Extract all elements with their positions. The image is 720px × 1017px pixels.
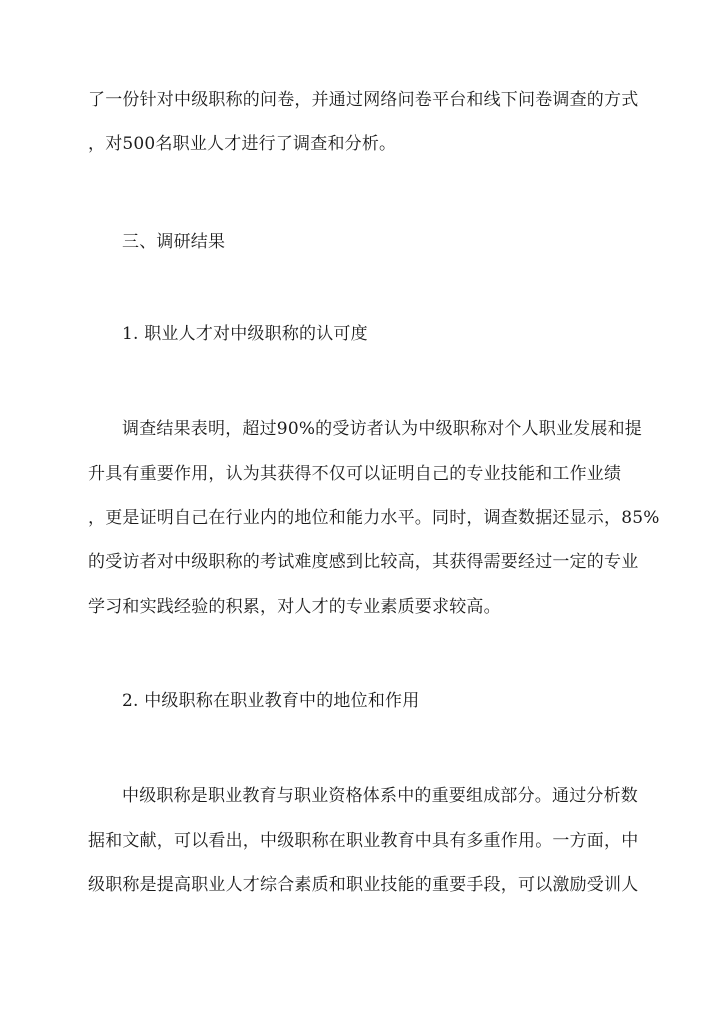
subsection-heading: 2. 中级职称在职业教育中的地位和作用 <box>122 691 420 711</box>
paragraph-line: 级职称是提高职业人才综合素质和职业技能的重要手段，可以激励受训人 <box>88 875 639 895</box>
paragraph-line: 了一份针对中级职称的问卷，并通过网络问卷平台和线下问卷调查的方式 <box>88 90 639 110</box>
paragraph-line: ，对500名职业人才进行了调查和分析。 <box>88 134 397 154</box>
section-heading: 三、调研结果 <box>122 232 226 252</box>
paragraph-line: 的受访者对中级职称的考试难度感到比较高，其获得需要经过一定的专业 <box>88 552 639 572</box>
paragraph-line: 调查结果表明，超过90%的受访者认为中级职称对个人职业发展和提 <box>122 419 642 439</box>
paragraph-line: 学习和实践经验的积累，对人才的专业素质要求较高。 <box>88 597 501 617</box>
paragraph-line: 中级职称是职业教育与职业资格体系中的重要组成部分。通过分析数 <box>122 786 638 806</box>
paragraph-line: 据和文献，可以看出，中级职称在职业教育中具有多重作用。一方面，中 <box>88 831 639 851</box>
subsection-heading: 1. 职业人才对中级职称的认可度 <box>122 324 368 344</box>
paragraph-line: ，更是证明自己在行业内的地位和能力水平。同时，调查数据还显示，85% <box>88 508 660 528</box>
paragraph-line: 升具有重要作用，认为其获得不仅可以证明自己的专业技能和工作业绩 <box>88 464 622 484</box>
